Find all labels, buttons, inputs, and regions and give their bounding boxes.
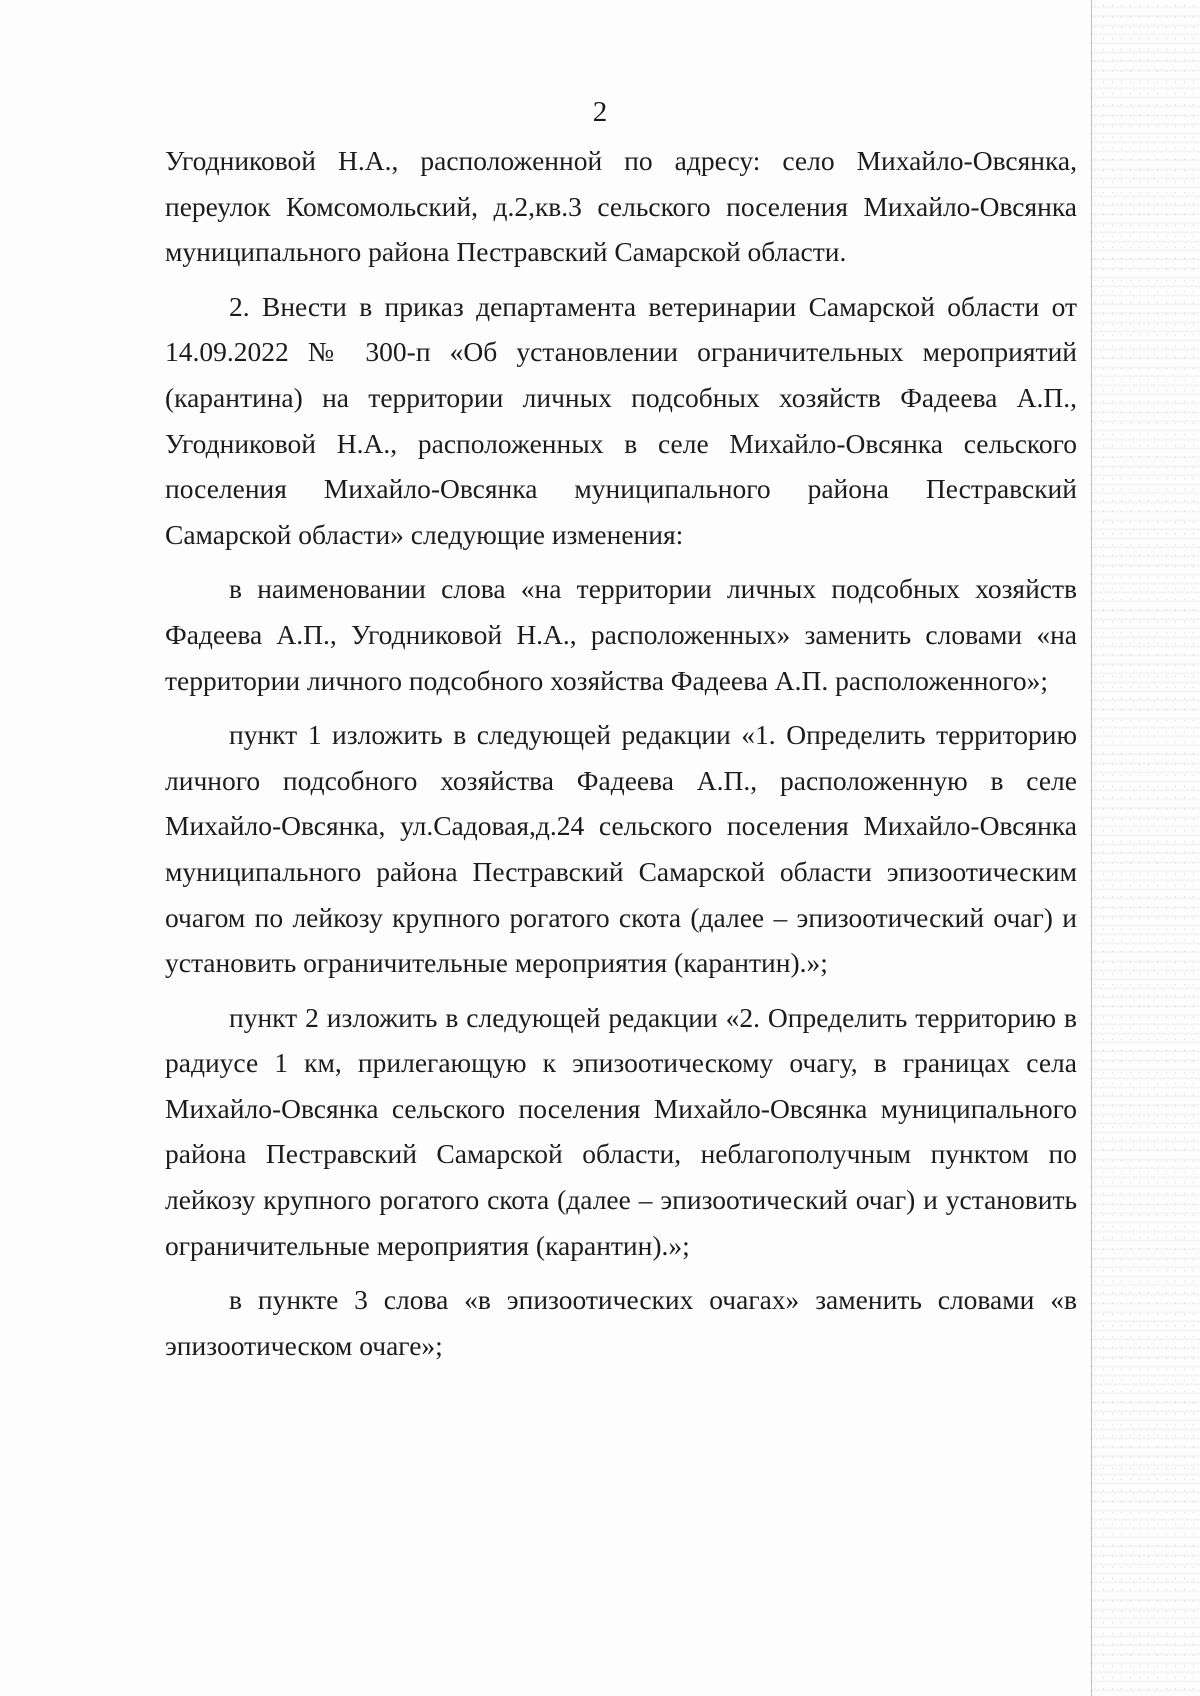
paragraph-title-change: в наименовании слова «на территории личных подсобных хозяйств Фадеева А.П., Угодниковой Н.А., расположенных» заменить словами «на территории личного подсобного хозяйства Фадеева А.П. расположенного»; (165, 573, 1077, 696)
paragraph-point-3: в пункте 3 слова «в эпизоотических очагах» заменить словами «в эпизоотическом очаге»; (165, 1284, 1077, 1361)
paragraph-point-2: пункт 2 изложить в следующей редакции «2. Определить территорию в радиусе 1 км, прилегающую к эпизоотическому очагу, в границах села Михайло-Овсянка сельского поселения Михайло-Овсянка муниципального района Пестравский Самарской области, неблагополучным пунктом по лейкозу крупного рогатого скота (далее – эпизоотический очаг) и установить ограничительные мероприятия (карантин).»; (165, 1001, 1077, 1261)
document-body (165, 138, 1077, 1377)
scan-edge-line (1091, 0, 1092, 1696)
paragraph-continuation: Угодниковой Н.А., расположенной по адресу: село Михайло-Овсянка, переулок Комсомольский, д.2,кв.3 сельского поселения Михайло-Овсянка муниципального района Пестравский Самарской области. (165, 145, 1077, 268)
paragraph-point-1: пункт 1 изложить в следующей редакции «1. Определить территорию личного подсобного хозяйства Фадеева А.П., расположенную в селе Михайло-Овсянка, ул.Садовая,д.24 сельского поселения Михайло-Овсянка муниципального района Пестравский Самарской области эпизоотическим очагом по лейкозу крупного рогатого скота (далее – эпизоотический очаг) и установить ограничительные мероприятия (карантин).»; (165, 719, 1077, 979)
paragraph-item-2: 2. Внести в приказ департамента ветеринарии Самарской области от 14.09.2022 № 300-п «Об установлении ограничительных мероприятий (карантина) на территории личных подсобных хозяйств Фадеева А.П., Угодниковой Н.А., расположенных в селе Михайло-Овсянка сельского поселения Михайло-Овсянка муниципального района Пестравский Самарской области» следующие изменения: (165, 290, 1077, 550)
scan-edge-dots (1090, 0, 1200, 1696)
page-number: 2 (592, 96, 608, 128)
